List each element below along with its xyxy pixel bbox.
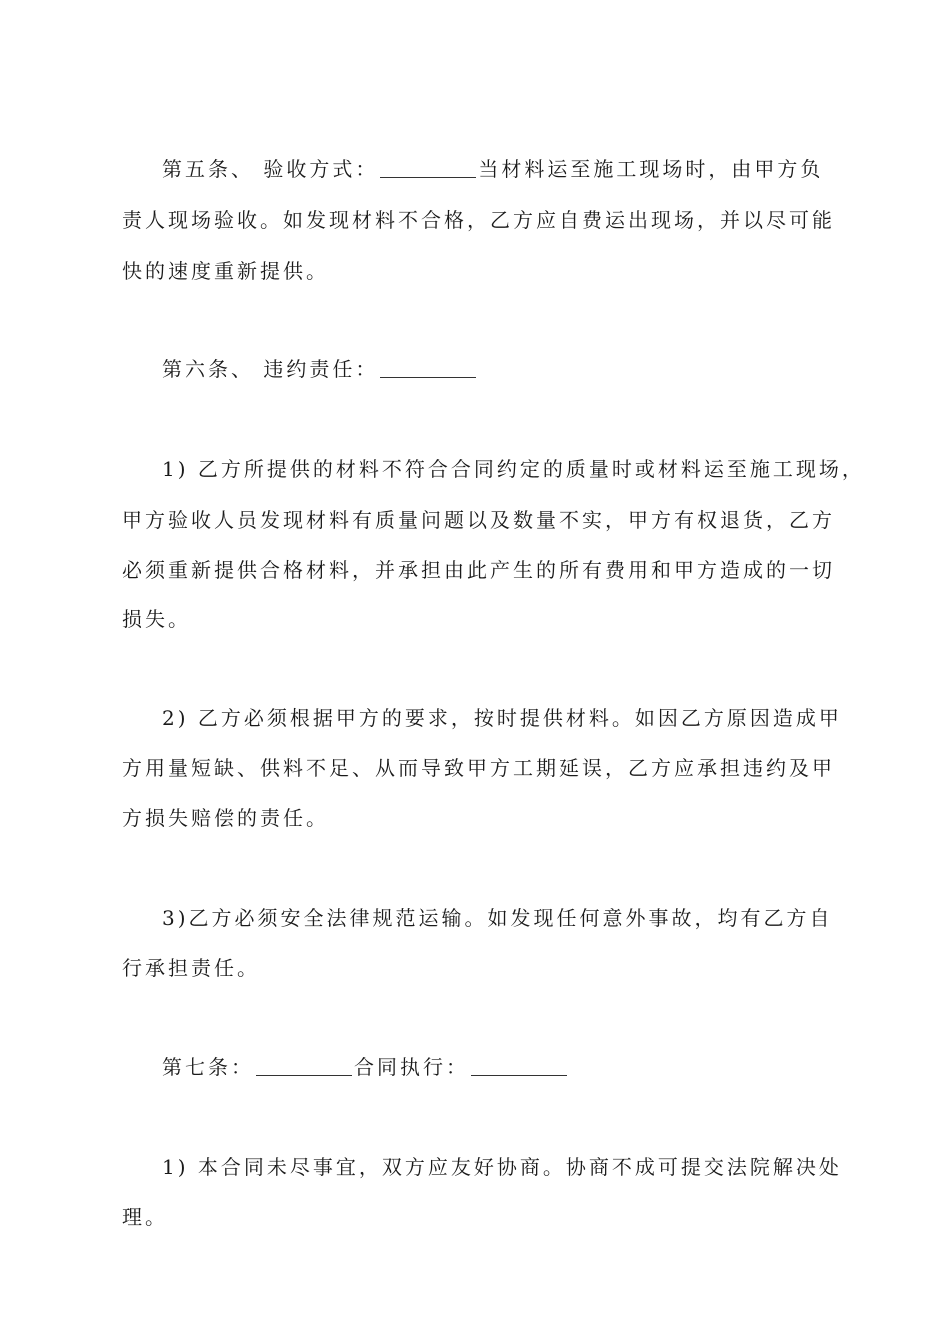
item-6-1-line-4: 损失。 xyxy=(122,607,191,631)
item-6-3-line-2: 行承担责任。 xyxy=(122,956,260,980)
article-5-blank xyxy=(380,157,476,178)
item-6-1-line-2: 甲方验收人员发现材料有质量问题以及数量不实，甲方有权退货，乙方 xyxy=(122,508,835,532)
article-5-line-2: 责人现场验收。如发现材料不合格，乙方应自费运出现场，并以尽可能 xyxy=(122,208,835,232)
item-6-2-line-2: 方用量短缺、供料不足、从而导致甲方工期延误，乙方应承担违约及甲 xyxy=(122,756,835,780)
article-5-line-1 xyxy=(162,156,882,182)
item-7-1-line-1: 1) 本合同未尽事宜，双方应友好协商。协商不成可提交法院解决处 xyxy=(162,1155,842,1179)
article-7-lead: 第七条： xyxy=(162,1055,254,1079)
article-7-middle: 合同执行： xyxy=(354,1055,469,1079)
item-6-1-line-3: 必须重新提供合格材料，并承担由此产生的所有费用和甲方造成的一切 xyxy=(122,558,835,582)
article-6-lead: 第六条、 违约责任： xyxy=(162,357,379,381)
article-6-line-1 xyxy=(162,356,882,382)
article-5-lead: 第五条、 验收方式： xyxy=(162,157,379,181)
item-7-1-line-2: 理。 xyxy=(122,1205,168,1229)
article-5-line-1-rest: 当材料运至施工现场时，由甲方负 xyxy=(478,157,824,181)
article-5-line-3: 快的速度重新提供。 xyxy=(122,259,329,283)
article-7-blank-2 xyxy=(471,1055,567,1076)
article-7-line-1 xyxy=(162,1054,882,1080)
article-6-blank xyxy=(380,357,476,378)
item-6-1-line-1: 1) 乙方所提供的材料不符合合同约定的质量时或材料运至施工现场， xyxy=(162,457,865,481)
article-7-blank-1 xyxy=(256,1055,352,1076)
item-6-3-line-1: 3)乙方必须安全法律规范运输。如发现任何意外事故，均有乙方自 xyxy=(162,906,833,930)
item-6-2-line-3: 方损失赔偿的责任。 xyxy=(122,806,329,830)
item-6-2-line-1: 2) 乙方必须根据甲方的要求，按时提供材料。如因乙方原因造成甲 xyxy=(162,706,842,730)
